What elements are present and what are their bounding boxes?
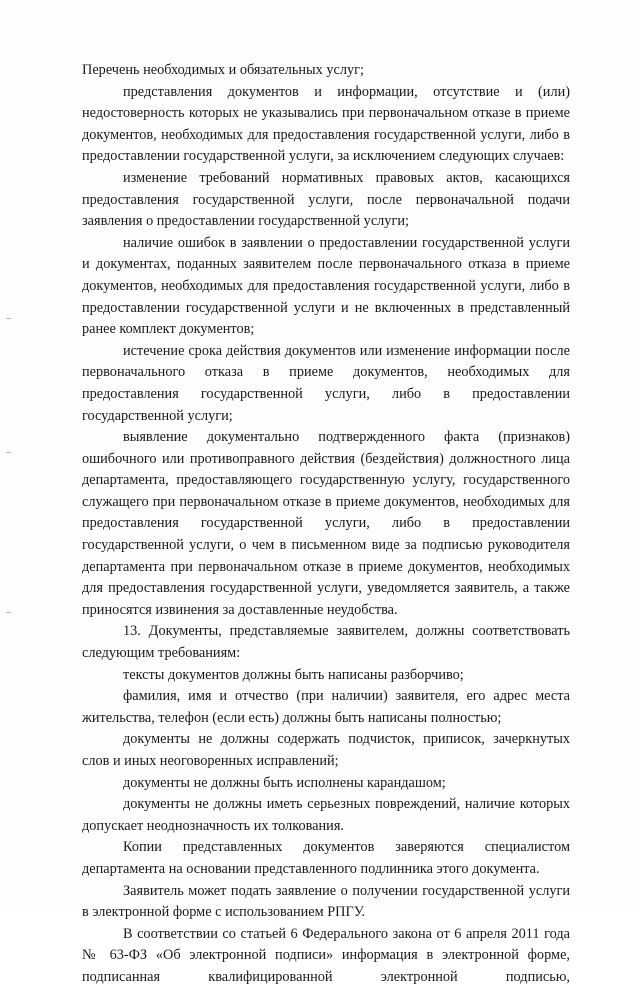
margin-tick <box>6 318 11 319</box>
paragraph-no-damage: документы не должны иметь серьезных повреждений, наличие которых допускает неоднозначность их толкования. <box>82 796 570 834</box>
paragraph-copies: Копии представленных документов заверяются специалистом департамента на основании представленного подлинника этого документа. <box>82 839 570 877</box>
paragraph-expiry: истечение срока действия документов или изменение информации после первоначального отказа в приеме документов, необходимых для предоставления государственной услуги, либо в предоставлении государственной услуги; <box>82 342 570 424</box>
paragraph-item-13: 13. Документы, представляемые заявителем, должны соответствовать следующим требованиям: <box>82 623 570 662</box>
paragraph-requirements-change: изменение требований нормативных правовых актов, касающихся предоставления государственной услуги, после первоначальной подачи заявления о предоставлении государственной услуги; <box>82 169 570 230</box>
paragraph-no-pencil: документы не должны быть исполнены карандашом; <box>123 774 446 791</box>
paragraph-no-erasures: документы не должны содержать подчисток, приписок, зачеркнутых слов и иных неоговоренных исправлений; <box>82 731 570 769</box>
paragraph-electronic-form: Заявитель может подать заявление о получении государственной услуги в электронной форме с использованием РПГУ. <box>82 882 570 921</box>
paragraph-errors: наличие ошибок в заявлении о предоставлении государственной услуги и документах, поданных заявителем после первоначального отказа в приеме документов, необходимых для предоставления государственной услуги, либо в предоставлении государственной услуги и не включенных в представленный ранее комплект документов; <box>82 234 570 338</box>
paragraph-services-list: Перечень необходимых и обязательных услуг; <box>82 62 364 78</box>
margin-tick <box>6 452 11 453</box>
margin-tick <box>6 612 11 613</box>
paragraph-misconduct: выявление документально подтвержденного факта (признаков) ошибочного или противоправного действия (бездействия) должностного лица департамента, предоставляющего государственную услугу, государственного служащего при первоначальном отказе в приеме документов, необходимых для предоставления государственной услуги, либо в предоставлении государственной услуги, о чем в письменном виде за подписью руководителя департамента при первоначальном отказе в приеме документов, необходимых для предоставления государственной услуги, уведомляется заявитель, а также приносятся извинения за доставленные неудобства. <box>82 429 570 618</box>
document-body <box>82 60 570 989</box>
paragraph-electronic-signature: В соответствии со статьей 6 Федерального закона от 6 апреля 2011 года № 63-ФЗ «Об электронной подписи» информация в электронной форме, подписанная квалифицированной электронной подписью, <box>82 925 570 985</box>
paragraph-full-name: фамилия, имя и отчество (при наличии) заявителя, его адрес места жительства, телефон (если есть) должны быть написаны полностью; <box>82 688 570 726</box>
paragraph-documents-info: представления документов и информации, отсутствие и (или) недостоверность которых не указывались при первоначальном отказе в приеме документов, необходимых для предоставления государственной услуги, либо в предоставлении государственной услуги, за исключением следующих случаев: <box>82 83 570 165</box>
paragraph-legible: тексты документов должны быть написаны разборчиво; <box>123 666 464 683</box>
